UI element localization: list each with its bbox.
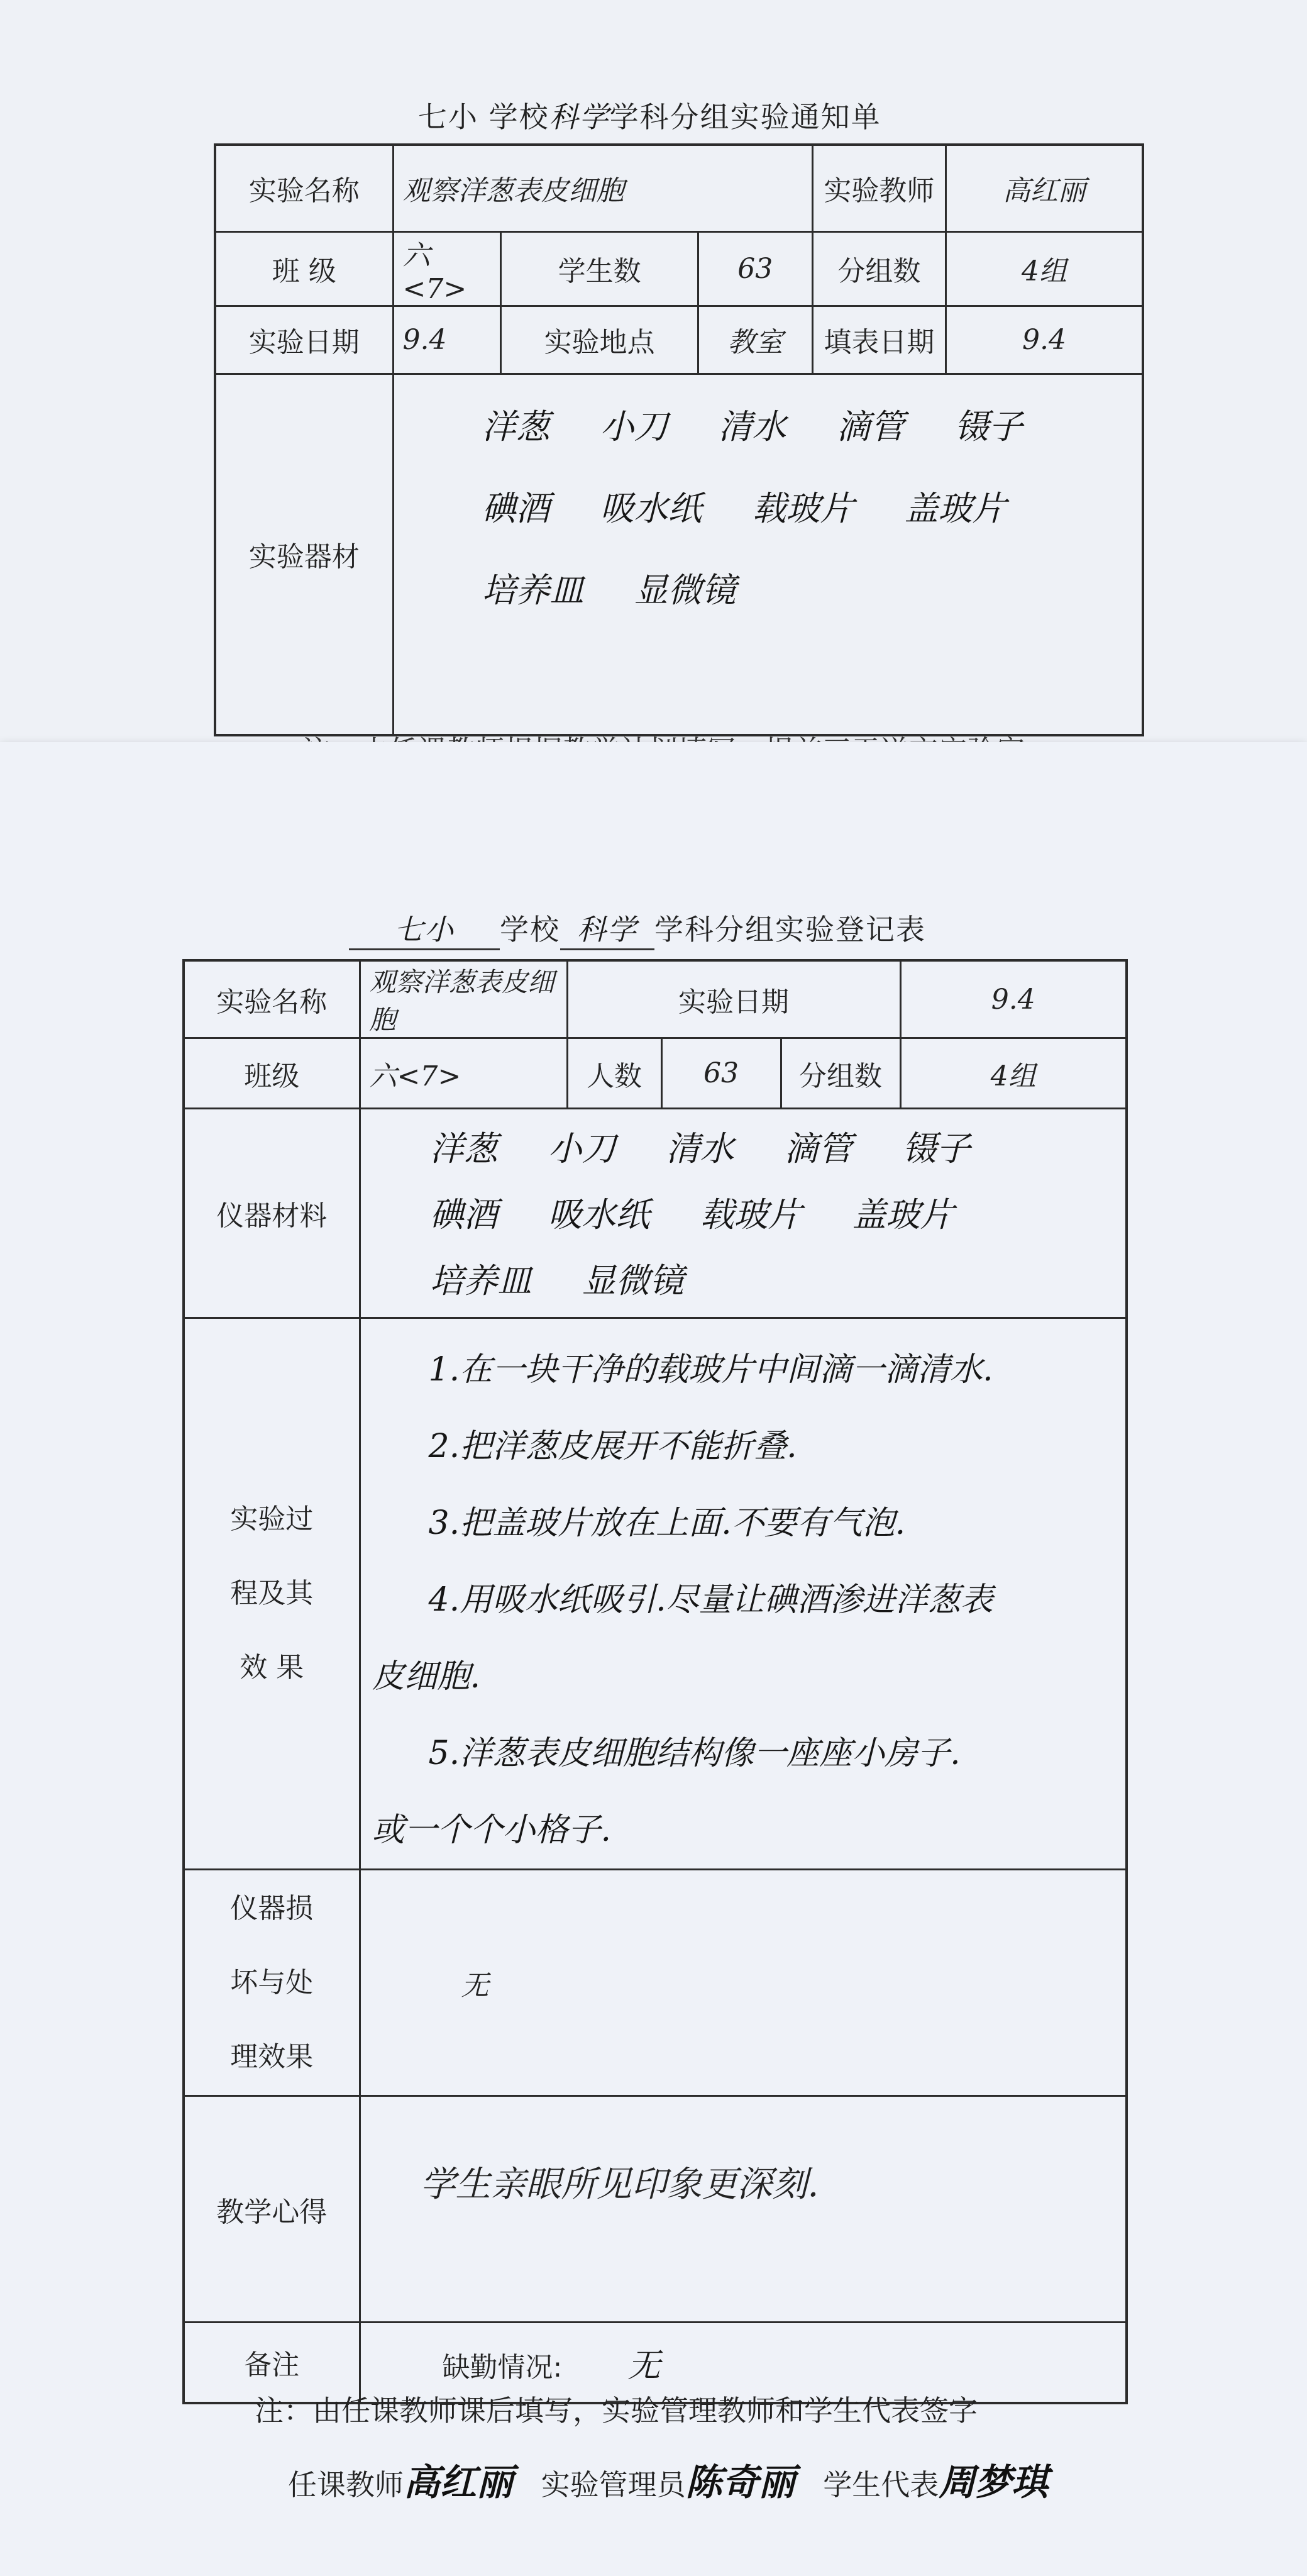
equipment-item: 显微镜 — [634, 570, 736, 610]
register-label-damage — [184, 1870, 360, 2096]
register-subject: 科学 — [560, 907, 654, 950]
register-footer-note: 注：由任课教师课后填写，实验管理教师和学生代表签字 — [255, 2394, 978, 2428]
register-label-groups: 分组数 — [781, 1038, 900, 1109]
equipment-item: 镊子 — [954, 406, 1023, 447]
notice-label-location: 实验地点 — [501, 306, 698, 374]
notice-title — [418, 94, 881, 136]
notice-student-count: 63 — [698, 231, 812, 306]
notice-label-class: 班 级 — [215, 231, 393, 306]
notice-teacher: 高红丽 — [946, 145, 1143, 231]
equipment-item: 盖玻片 — [904, 488, 1006, 528]
material-item: 滴管 — [784, 1129, 852, 1169]
process-line: 5.洋葱表皮细胞结构像一座座小房子. — [428, 1735, 961, 1772]
material-item: 显微镜 — [582, 1261, 684, 1301]
equipment-item: 培养皿 — [482, 570, 584, 610]
notice-subject: 科学 — [549, 100, 610, 134]
register-label-experiment-name: 实验名称 — [184, 960, 360, 1038]
register-sheet — [0, 742, 1307, 2576]
notice-label-date: 实验日期 — [215, 306, 393, 374]
signature-row — [288, 2453, 1048, 2506]
manager-signature-label: 实验管理员 — [541, 2468, 686, 2502]
material-item: 吸水纸 — [548, 1195, 650, 1235]
process-line: 1.在一块干净的载玻片中间滴一滴清水. — [428, 1351, 993, 1389]
manager-signature: 陈奇丽 — [685, 2461, 795, 2504]
register-damage: 无 — [360, 1870, 1127, 2096]
register-label-damage-3: 理效果 — [230, 2040, 314, 2073]
register-class: 六<7> — [360, 1038, 567, 1109]
notice-equipment-line — [482, 482, 1142, 564]
notice-label-experiment-name: 实验名称 — [215, 145, 393, 231]
register-label-remarks: 备注 — [184, 2323, 360, 2403]
process-line: 2.把洋葱皮展开不能折叠. — [428, 1428, 797, 1465]
register-experiment-name: 观察洋葱表皮细胞 — [360, 960, 567, 1038]
register-label-reflection: 教学心得 — [184, 2096, 360, 2323]
register-groups: 4组 — [900, 1038, 1127, 1109]
register-label-people: 人数 — [567, 1038, 661, 1109]
student-signature-label: 学生代表 — [823, 2468, 939, 2502]
process-line: 皮细胞. — [372, 1658, 481, 1696]
register-label-date: 实验日期 — [567, 960, 900, 1038]
notice-school: 七小 — [418, 100, 478, 134]
notice-title-rest: 学科分组实验通知单 — [609, 100, 881, 134]
register-label-process-3: 效 果 — [240, 1652, 304, 1684]
notice-equipment — [393, 374, 1143, 735]
register-table — [182, 959, 1128, 2404]
notice-label-fill-date: 填表日期 — [812, 306, 946, 374]
equipment-item: 小刀 — [600, 406, 668, 447]
register-reflection: 学生亲眼所见印象更深刻. — [360, 2096, 1127, 2323]
process-line: 3.把盖玻片放在上面.不要有气泡. — [428, 1504, 906, 1542]
material-item: 载玻片 — [700, 1195, 802, 1235]
material-item: 小刀 — [548, 1129, 616, 1169]
register-label-process-2: 程及其 — [230, 1577, 314, 1609]
register-title — [349, 907, 926, 950]
notice-location: 教室 — [698, 306, 812, 374]
equipment-item: 碘酒 — [482, 488, 550, 528]
register-label-materials: 仪器材料 — [184, 1109, 360, 1318]
material-item: 培养皿 — [429, 1261, 532, 1301]
absence-label: 缺勤情况: — [442, 2351, 563, 2384]
equipment-item: 滴管 — [836, 406, 905, 447]
register-label-damage-2: 坏与处 — [230, 1966, 314, 1999]
register-label-process — [184, 1318, 360, 1870]
register-materials — [360, 1109, 1127, 1318]
notice-sheet — [0, 0, 1307, 755]
notice-label-teacher: 实验教师 — [812, 145, 946, 231]
notice-table — [214, 143, 1144, 736]
equipment-item: 载玻片 — [752, 488, 854, 528]
notice-equipment-line — [482, 400, 1142, 482]
register-title-rest: 学科分组实验登记表 — [654, 913, 926, 947]
notice-label-student-count: 学生数 — [501, 231, 698, 306]
material-item: 镊子 — [902, 1129, 971, 1169]
register-label-damage-1: 仪器损 — [230, 1892, 314, 1924]
equipment-item: 吸水纸 — [600, 488, 702, 528]
material-item: 清水 — [666, 1129, 734, 1169]
material-item: 盖玻片 — [852, 1195, 954, 1235]
notice-groups: 4组 — [946, 231, 1143, 306]
material-item: 碘酒 — [429, 1195, 498, 1235]
register-school: 七小 — [349, 907, 500, 950]
student-signature: 周梦琪 — [939, 2461, 1049, 2504]
material-item: 洋葱 — [429, 1129, 498, 1169]
process-line: 或一个个小格子. — [372, 1811, 612, 1849]
register-label-process-1: 实验过 — [230, 1503, 314, 1535]
notice-label-groups: 分组数 — [812, 231, 946, 306]
register-label-class: 班级 — [184, 1038, 360, 1109]
notice-title-school-word: 学校 — [488, 100, 549, 134]
equipment-item: 清水 — [718, 406, 786, 447]
register-people: 63 — [661, 1038, 781, 1109]
notice-experiment-name: 观察洋葱表皮细胞 — [393, 145, 812, 231]
notice-equipment-line — [482, 564, 1142, 645]
notice-label-equipment: 实验器材 — [215, 374, 393, 735]
notice-fill-date: 9.4 — [946, 306, 1143, 374]
absence-value: 无 — [627, 2346, 661, 2385]
register-process — [360, 1318, 1127, 1870]
process-line: 4.用吸水纸吸引.尽量让碘酒渗进洋葱表 — [428, 1581, 993, 1619]
teacher-signature: 高红丽 — [404, 2461, 514, 2504]
notice-date: 9.4 — [393, 306, 501, 374]
register-material-line — [430, 1122, 1126, 1188]
register-material-line — [430, 1188, 1126, 1254]
register-title-school-word: 学校 — [500, 913, 560, 947]
equipment-item: 洋葱 — [482, 406, 550, 447]
teacher-signature-label: 任课教师 — [288, 2468, 404, 2502]
notice-class: 六<7> — [393, 231, 501, 306]
register-material-line — [430, 1254, 1126, 1317]
register-date: 9.4 — [900, 960, 1127, 1038]
